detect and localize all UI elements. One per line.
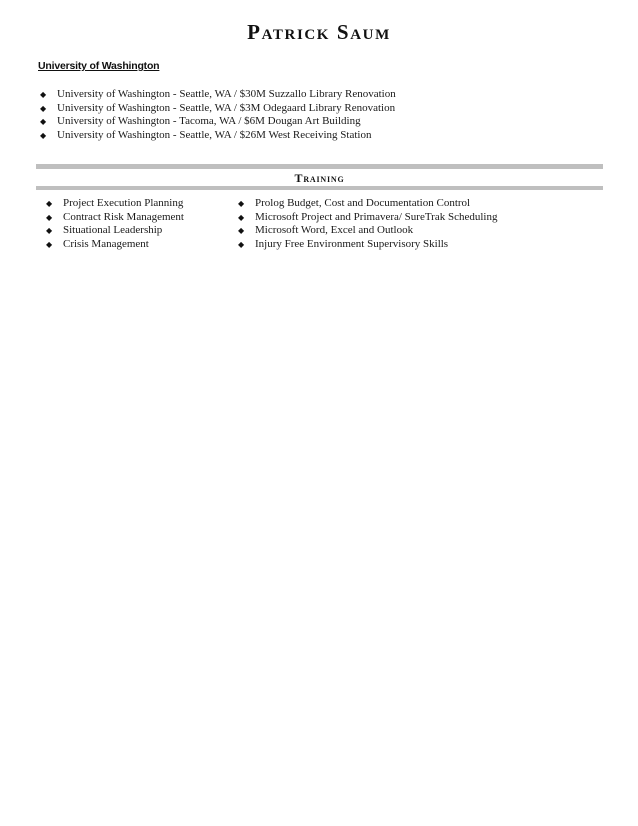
diamond-bullet-icon: ◆ xyxy=(46,239,53,249)
training-list-right xyxy=(236,197,497,251)
list-item xyxy=(236,238,497,252)
diamond-bullet-icon: ◆ xyxy=(46,226,53,236)
training-text: Microsoft Word, Excel and Outlook xyxy=(255,224,414,237)
project-list xyxy=(38,88,396,142)
section-divider-top xyxy=(36,164,603,169)
list-item xyxy=(44,197,184,211)
diamond-bullet-icon: ◆ xyxy=(238,239,245,249)
training-section-title: Training xyxy=(294,171,345,185)
list-item xyxy=(236,211,497,225)
training-text: Crisis Management xyxy=(63,237,149,250)
training-list-left xyxy=(44,197,184,251)
project-text: University of Washington - Seattle, WA / $26M West Receiving Station xyxy=(57,128,372,141)
training-text: Contract Risk Management xyxy=(63,210,184,223)
project-text: University of Washington - Seattle, WA / $30M Suzzallo Library Renovation xyxy=(57,88,396,100)
training-text: Prolog Budget, Cost and Documentation Control xyxy=(255,197,471,209)
list-item xyxy=(38,102,396,116)
training-text: Project Execution Planning xyxy=(63,197,184,209)
resume-name: Patrick Saum xyxy=(247,20,391,44)
diamond-bullet-icon: ◆ xyxy=(40,90,47,99)
list-item xyxy=(44,238,184,252)
diamond-bullet-icon: ◆ xyxy=(46,199,53,208)
training-text: Microsoft Project and Primavera/ SureTrak Scheduling xyxy=(255,210,498,223)
project-text: University of Washington - Tacoma, WA / $6M Dougan Art Building xyxy=(57,115,361,128)
section-divider-bottom xyxy=(36,186,603,190)
diamond-bullet-icon: ◆ xyxy=(40,117,47,127)
diamond-bullet-icon: ◆ xyxy=(238,212,245,222)
diamond-bullet-icon: ◆ xyxy=(238,226,245,236)
list-item xyxy=(38,129,396,143)
list-item xyxy=(44,211,184,225)
list-item xyxy=(38,115,396,129)
list-item xyxy=(236,197,497,211)
diamond-bullet-icon: ◆ xyxy=(40,103,47,113)
list-item xyxy=(44,224,184,238)
training-text: Situational Leadership xyxy=(63,224,163,237)
project-text: University of Washington - Seattle, WA / $3M Odegaard Library Renovation xyxy=(57,101,396,114)
diamond-bullet-icon: ◆ xyxy=(40,130,47,140)
list-item xyxy=(38,88,396,102)
employer-heading: University of Washington xyxy=(38,60,160,72)
list-item xyxy=(236,224,497,238)
diamond-bullet-icon: ◆ xyxy=(46,212,53,222)
training-text: Injury Free Environment Supervisory Skills xyxy=(255,237,449,250)
diamond-bullet-icon: ◆ xyxy=(238,199,245,208)
